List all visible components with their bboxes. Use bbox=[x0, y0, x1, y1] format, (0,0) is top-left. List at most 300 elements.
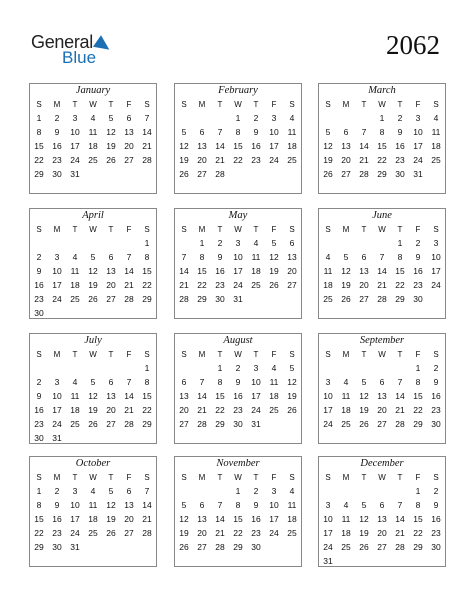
weekday-label: S bbox=[144, 100, 150, 109]
weekday-label: T bbox=[361, 100, 367, 109]
weekday-label: W bbox=[378, 100, 386, 109]
day-cell: 12 bbox=[323, 141, 333, 151]
weekday-label: W bbox=[234, 473, 242, 482]
day-cell: 28 bbox=[377, 294, 387, 304]
weekday-label: S bbox=[144, 225, 150, 234]
day-cell: 29 bbox=[413, 419, 423, 429]
day-cell: 19 bbox=[179, 155, 189, 165]
day-cell: 26 bbox=[179, 542, 189, 552]
day-cell: 21 bbox=[215, 155, 225, 165]
day-cell: 12 bbox=[287, 377, 297, 387]
day-cell: 6 bbox=[108, 252, 114, 262]
day-cell: 10 bbox=[52, 391, 62, 401]
day-cell: 25 bbox=[323, 294, 333, 304]
day-cell: 8 bbox=[415, 377, 421, 387]
day-cell: 14 bbox=[215, 141, 225, 151]
day-cell: 16 bbox=[413, 266, 423, 276]
day-cell: 13 bbox=[287, 252, 297, 262]
day-cell: 20 bbox=[106, 405, 116, 415]
weekday-label: T bbox=[108, 225, 114, 234]
day-cell: 10 bbox=[70, 500, 80, 510]
month-may bbox=[174, 208, 302, 319]
day-cell: 25 bbox=[88, 155, 98, 165]
day-cell: 24 bbox=[52, 294, 62, 304]
day-cell: 14 bbox=[179, 266, 189, 276]
day-cell: 22 bbox=[413, 405, 423, 415]
weekday-label: S bbox=[144, 473, 150, 482]
day-cell: 3 bbox=[72, 486, 78, 496]
month-name: July bbox=[84, 335, 102, 346]
day-cell: 16 bbox=[251, 141, 261, 151]
day-cell: 19 bbox=[359, 528, 369, 538]
day-cell: 29 bbox=[34, 169, 44, 179]
day-cell: 29 bbox=[395, 294, 405, 304]
day-cell: 28 bbox=[395, 419, 405, 429]
day-cell: 12 bbox=[179, 141, 189, 151]
day-cell: 25 bbox=[70, 419, 80, 429]
day-cell: 12 bbox=[88, 391, 98, 401]
day-cell: 16 bbox=[52, 141, 62, 151]
day-cell: 20 bbox=[124, 514, 134, 524]
month-name: April bbox=[82, 210, 104, 221]
day-cell: 17 bbox=[52, 405, 62, 415]
weekday-label: T bbox=[361, 225, 367, 234]
day-cell: 17 bbox=[413, 141, 423, 151]
weekday-label: M bbox=[342, 225, 350, 234]
day-cell: 19 bbox=[106, 141, 116, 151]
day-cell: 2 bbox=[54, 486, 60, 496]
day-cell: 9 bbox=[397, 127, 403, 137]
day-cell: 29 bbox=[142, 419, 152, 429]
day-cell: 6 bbox=[181, 377, 187, 387]
day-cell: 30 bbox=[215, 294, 225, 304]
month-name: September bbox=[359, 335, 405, 346]
weekday-label: S bbox=[433, 350, 439, 359]
day-cell: 28 bbox=[124, 419, 134, 429]
weekday-label: W bbox=[234, 350, 242, 359]
weekday-label: S bbox=[36, 350, 42, 359]
day-cell: 9 bbox=[253, 127, 259, 137]
month-name: November bbox=[216, 458, 260, 469]
day-cell: 8 bbox=[235, 127, 241, 137]
weekday-label: T bbox=[217, 350, 223, 359]
weekday-label: S bbox=[36, 473, 42, 482]
day-cell: 27 bbox=[359, 294, 369, 304]
day-cell: 3 bbox=[325, 377, 331, 387]
day-cell: 23 bbox=[215, 280, 225, 290]
day-cell: 22 bbox=[34, 155, 44, 165]
day-cell: 8 bbox=[415, 500, 421, 510]
day-cell: 24 bbox=[52, 419, 62, 429]
day-cell: 21 bbox=[124, 280, 134, 290]
day-cell: 31 bbox=[70, 169, 80, 179]
day-cell: 18 bbox=[431, 141, 441, 151]
day-cell: 6 bbox=[199, 127, 205, 137]
weekday-label: S bbox=[289, 225, 295, 234]
day-cell: 22 bbox=[377, 155, 387, 165]
weekday-label: W bbox=[89, 350, 97, 359]
day-cell: 23 bbox=[413, 280, 423, 290]
day-cell: 7 bbox=[199, 377, 205, 387]
day-cell: 1 bbox=[144, 363, 150, 373]
day-cell: 22 bbox=[34, 528, 44, 538]
weekday-label: S bbox=[181, 225, 187, 234]
day-cell: 13 bbox=[197, 141, 207, 151]
day-cell: 14 bbox=[142, 127, 152, 137]
day-cell: 9 bbox=[54, 500, 60, 510]
day-cell: 25 bbox=[251, 280, 261, 290]
day-cell: 19 bbox=[179, 528, 189, 538]
day-cell: 4 bbox=[90, 113, 96, 123]
day-cell: 29 bbox=[413, 542, 423, 552]
day-cell: 12 bbox=[106, 500, 116, 510]
day-cell: 28 bbox=[142, 155, 152, 165]
day-cell: 15 bbox=[233, 141, 243, 151]
day-cell: 18 bbox=[287, 514, 297, 524]
day-cell: 16 bbox=[34, 405, 44, 415]
day-cell: 29 bbox=[197, 294, 207, 304]
weekday-label: T bbox=[72, 473, 78, 482]
day-cell: 28 bbox=[359, 169, 369, 179]
day-cell: 2 bbox=[415, 238, 421, 248]
day-cell: 5 bbox=[90, 377, 96, 387]
day-cell: 21 bbox=[359, 155, 369, 165]
day-cell: 16 bbox=[395, 141, 405, 151]
day-cell: 15 bbox=[233, 514, 243, 524]
day-cell: 21 bbox=[377, 280, 387, 290]
day-cell: 19 bbox=[106, 514, 116, 524]
weekday-label: M bbox=[53, 100, 61, 109]
weekday-label: F bbox=[126, 350, 132, 359]
day-cell: 2 bbox=[54, 113, 60, 123]
day-cell: 2 bbox=[36, 377, 42, 387]
month-november bbox=[174, 456, 302, 567]
day-cell: 11 bbox=[70, 266, 80, 276]
day-cell: 25 bbox=[287, 528, 297, 538]
day-cell: 17 bbox=[431, 266, 441, 276]
day-cell: 28 bbox=[215, 169, 225, 179]
day-cell: 9 bbox=[54, 127, 60, 137]
day-cell: 19 bbox=[323, 155, 333, 165]
day-cell: 1 bbox=[199, 238, 205, 248]
day-cell: 15 bbox=[142, 391, 152, 401]
day-cell: 4 bbox=[343, 500, 349, 510]
day-cell: 27 bbox=[197, 169, 207, 179]
weekday-label: F bbox=[415, 225, 421, 234]
day-cell: 8 bbox=[144, 252, 150, 262]
day-cell: 7 bbox=[126, 377, 132, 387]
day-cell: 14 bbox=[359, 141, 369, 151]
day-cell: 7 bbox=[397, 500, 403, 510]
day-cell: 18 bbox=[341, 405, 351, 415]
day-cell: 7 bbox=[126, 252, 132, 262]
weekday-label: W bbox=[89, 225, 97, 234]
day-cell: 24 bbox=[323, 542, 333, 552]
day-cell: 27 bbox=[106, 294, 116, 304]
weekday-label: T bbox=[217, 225, 223, 234]
day-cell: 23 bbox=[52, 155, 62, 165]
month-name: May bbox=[228, 210, 248, 221]
day-cell: 11 bbox=[341, 391, 351, 401]
day-cell: 12 bbox=[106, 127, 116, 137]
day-cell: 23 bbox=[34, 419, 44, 429]
month-name: January bbox=[75, 85, 111, 96]
day-cell: 17 bbox=[52, 280, 62, 290]
day-cell: 8 bbox=[36, 127, 42, 137]
day-cell: 2 bbox=[397, 113, 403, 123]
weekday-label: T bbox=[72, 350, 78, 359]
day-cell: 9 bbox=[415, 252, 421, 262]
month-february bbox=[174, 83, 302, 194]
day-cell: 21 bbox=[124, 405, 134, 415]
day-cell: 20 bbox=[179, 405, 189, 415]
day-cell: 6 bbox=[199, 500, 205, 510]
day-cell: 24 bbox=[413, 155, 423, 165]
weekday-label: W bbox=[378, 225, 386, 234]
day-cell: 28 bbox=[124, 294, 134, 304]
weekday-label: M bbox=[198, 100, 206, 109]
weekday-label: T bbox=[397, 225, 403, 234]
day-cell: 14 bbox=[395, 391, 405, 401]
weekday-label: T bbox=[217, 473, 223, 482]
weekday-label: T bbox=[108, 350, 114, 359]
day-cell: 31 bbox=[233, 294, 243, 304]
day-cell: 30 bbox=[52, 542, 62, 552]
day-cell: 10 bbox=[413, 127, 423, 137]
day-cell: 22 bbox=[233, 528, 243, 538]
day-cell: 7 bbox=[217, 127, 223, 137]
logo-text-blue: Blue bbox=[62, 48, 97, 67]
day-cell: 4 bbox=[72, 252, 78, 262]
day-cell: 13 bbox=[359, 266, 369, 276]
day-cell: 6 bbox=[126, 486, 132, 496]
day-cell: 28 bbox=[215, 542, 225, 552]
day-cell: 28 bbox=[395, 542, 405, 552]
day-cell: 1 bbox=[235, 113, 241, 123]
day-cell: 26 bbox=[88, 294, 98, 304]
weekday-label: S bbox=[325, 350, 331, 359]
day-cell: 10 bbox=[269, 127, 279, 137]
weekday-label: F bbox=[271, 225, 277, 234]
day-cell: 18 bbox=[269, 391, 279, 401]
weekday-label: S bbox=[289, 350, 295, 359]
day-cell: 11 bbox=[269, 377, 279, 387]
day-cell: 4 bbox=[90, 486, 96, 496]
day-cell: 24 bbox=[70, 155, 80, 165]
day-cell: 5 bbox=[343, 252, 349, 262]
month-december bbox=[318, 456, 446, 567]
day-cell: 12 bbox=[179, 514, 189, 524]
logo-flag-icon bbox=[93, 35, 113, 55]
weekday-label: S bbox=[325, 100, 331, 109]
day-cell: 7 bbox=[181, 252, 187, 262]
day-cell: 11 bbox=[88, 500, 98, 510]
year-title: 2062 bbox=[386, 30, 440, 60]
day-cell: 15 bbox=[142, 266, 152, 276]
day-cell: 7 bbox=[397, 377, 403, 387]
day-cell: 1 bbox=[415, 363, 421, 373]
day-cell: 10 bbox=[52, 266, 62, 276]
day-cell: 24 bbox=[251, 405, 261, 415]
day-cell: 6 bbox=[289, 238, 295, 248]
day-cell: 11 bbox=[323, 266, 333, 276]
month-july bbox=[29, 333, 157, 444]
weekday-label: F bbox=[415, 350, 421, 359]
day-cell: 18 bbox=[251, 266, 261, 276]
day-cell: 2 bbox=[235, 363, 241, 373]
day-cell: 23 bbox=[233, 405, 243, 415]
day-cell: 30 bbox=[34, 433, 44, 443]
day-cell: 20 bbox=[197, 155, 207, 165]
day-cell: 17 bbox=[323, 528, 333, 538]
day-cell: 26 bbox=[106, 528, 116, 538]
weekday-label: T bbox=[217, 100, 223, 109]
day-cell: 14 bbox=[395, 514, 405, 524]
day-cell: 25 bbox=[287, 155, 297, 165]
day-cell: 21 bbox=[215, 528, 225, 538]
day-cell: 25 bbox=[341, 419, 351, 429]
weekday-label: M bbox=[342, 100, 350, 109]
day-cell: 11 bbox=[88, 127, 98, 137]
day-cell: 27 bbox=[124, 528, 134, 538]
day-cell: 14 bbox=[142, 500, 152, 510]
day-cell: 6 bbox=[361, 252, 367, 262]
day-cell: 14 bbox=[197, 391, 207, 401]
day-cell: 9 bbox=[433, 500, 439, 510]
day-cell: 13 bbox=[197, 514, 207, 524]
day-cell: 26 bbox=[323, 169, 333, 179]
day-cell: 1 bbox=[144, 238, 150, 248]
weekday-label: M bbox=[342, 350, 350, 359]
weekday-label: M bbox=[53, 350, 61, 359]
weekday-label: T bbox=[253, 100, 259, 109]
day-cell: 17 bbox=[233, 266, 243, 276]
weekday-label: W bbox=[378, 350, 386, 359]
day-cell: 23 bbox=[251, 155, 261, 165]
day-cell: 18 bbox=[341, 528, 351, 538]
day-cell: 8 bbox=[397, 252, 403, 262]
day-cell: 10 bbox=[431, 252, 441, 262]
day-cell: 30 bbox=[431, 419, 441, 429]
day-cell: 11 bbox=[341, 514, 351, 524]
weekday-label: S bbox=[325, 225, 331, 234]
day-cell: 11 bbox=[287, 127, 297, 137]
weekday-label: T bbox=[361, 473, 367, 482]
day-cell: 23 bbox=[251, 528, 261, 538]
day-cell: 30 bbox=[233, 419, 243, 429]
day-cell: 5 bbox=[108, 486, 114, 496]
day-cell: 19 bbox=[88, 280, 98, 290]
day-cell: 13 bbox=[179, 391, 189, 401]
day-cell: 3 bbox=[54, 252, 60, 262]
day-cell: 21 bbox=[395, 405, 405, 415]
day-cell: 3 bbox=[54, 377, 60, 387]
day-cell: 29 bbox=[215, 419, 225, 429]
day-cell: 29 bbox=[142, 294, 152, 304]
day-cell: 1 bbox=[36, 113, 42, 123]
day-cell: 18 bbox=[88, 141, 98, 151]
day-cell: 7 bbox=[379, 252, 385, 262]
day-cell: 7 bbox=[144, 113, 150, 123]
day-cell: 5 bbox=[181, 127, 187, 137]
day-cell: 6 bbox=[108, 377, 114, 387]
day-cell: 26 bbox=[106, 155, 116, 165]
day-cell: 27 bbox=[197, 542, 207, 552]
day-cell: 20 bbox=[341, 155, 351, 165]
day-cell: 23 bbox=[34, 294, 44, 304]
day-cell: 19 bbox=[269, 266, 279, 276]
logo-text-general: General bbox=[31, 32, 93, 52]
day-cell: 8 bbox=[235, 500, 241, 510]
day-cell: 7 bbox=[217, 500, 223, 510]
day-cell: 26 bbox=[359, 542, 369, 552]
day-cell: 27 bbox=[287, 280, 297, 290]
day-cell: 9 bbox=[253, 500, 259, 510]
day-cell: 9 bbox=[36, 391, 42, 401]
day-cell: 22 bbox=[215, 405, 225, 415]
day-cell: 2 bbox=[253, 113, 259, 123]
brand-logo bbox=[31, 32, 131, 68]
day-cell: 25 bbox=[341, 542, 351, 552]
day-cell: 8 bbox=[144, 377, 150, 387]
weekday-label: F bbox=[271, 100, 277, 109]
day-cell: 22 bbox=[413, 528, 423, 538]
weekday-label: F bbox=[126, 473, 132, 482]
day-cell: 25 bbox=[431, 155, 441, 165]
day-cell: 12 bbox=[359, 514, 369, 524]
month-name: October bbox=[75, 458, 111, 469]
day-cell: 10 bbox=[251, 377, 261, 387]
day-cell: 9 bbox=[235, 377, 241, 387]
day-cell: 13 bbox=[106, 391, 116, 401]
weekday-label: M bbox=[53, 225, 61, 234]
day-cell: 27 bbox=[377, 419, 387, 429]
day-cell: 26 bbox=[179, 169, 189, 179]
day-cell: 28 bbox=[179, 294, 189, 304]
day-cell: 30 bbox=[431, 542, 441, 552]
day-cell: 18 bbox=[88, 514, 98, 524]
weekday-label: W bbox=[378, 473, 386, 482]
weekday-label: S bbox=[325, 473, 331, 482]
day-cell: 15 bbox=[395, 266, 405, 276]
day-cell: 5 bbox=[289, 363, 295, 373]
weekday-label: F bbox=[126, 100, 132, 109]
day-cell: 15 bbox=[197, 266, 207, 276]
weekday-label: W bbox=[234, 100, 242, 109]
day-cell: 16 bbox=[431, 391, 441, 401]
day-cell: 29 bbox=[377, 169, 387, 179]
day-cell: 20 bbox=[197, 528, 207, 538]
weekday-label: W bbox=[89, 473, 97, 482]
day-cell: 20 bbox=[377, 528, 387, 538]
day-cell: 8 bbox=[217, 377, 223, 387]
day-cell: 9 bbox=[36, 266, 42, 276]
day-cell: 15 bbox=[34, 514, 44, 524]
day-cell: 3 bbox=[235, 238, 241, 248]
weekday-label: T bbox=[397, 350, 403, 359]
day-cell: 23 bbox=[52, 528, 62, 538]
day-cell: 7 bbox=[144, 486, 150, 496]
day-cell: 11 bbox=[431, 127, 441, 137]
weekday-label: T bbox=[108, 100, 114, 109]
day-cell: 11 bbox=[287, 500, 297, 510]
day-cell: 23 bbox=[431, 405, 441, 415]
day-cell: 2 bbox=[253, 486, 259, 496]
weekday-label: M bbox=[198, 225, 206, 234]
day-cell: 14 bbox=[377, 266, 387, 276]
day-cell: 5 bbox=[361, 377, 367, 387]
day-cell: 12 bbox=[88, 266, 98, 276]
